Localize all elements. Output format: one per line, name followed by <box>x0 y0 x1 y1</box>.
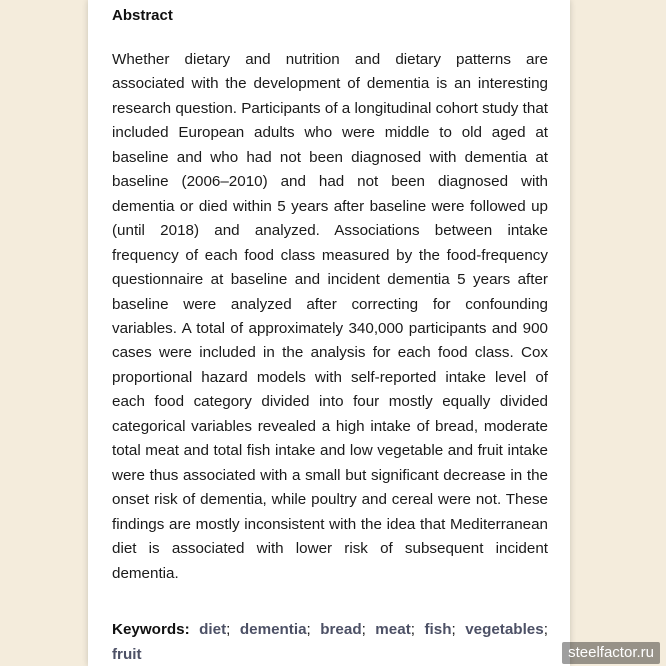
watermark-label: steelfactor.ru <box>562 642 660 664</box>
article-page <box>88 0 570 666</box>
keyword-fruit[interactable]: fruit <box>112 645 142 663</box>
keyword-separator: ; <box>451 621 456 638</box>
keyword-separator: ; <box>410 621 415 638</box>
keyword-dementia[interactable]: dementia <box>239 621 307 638</box>
keyword-separator: ; <box>361 621 366 638</box>
keyword-separator: ; <box>226 621 231 638</box>
keywords-line <box>112 618 548 666</box>
abstract-heading: Abstract <box>112 7 173 24</box>
keyword-bread[interactable]: bread <box>320 621 362 638</box>
abstract-text: Whether dietary and nutrition and dietary patterns are associated with the development of dementia is an interesting research question. Participants of a longitudinal cohort study that included European adults who were middle to old aged at baseline and who had not been diagnosed with dementia at baseline (2006–2010) and had not been diagnosed with dementia or died within 5 years after baseline were followed up (until 2018) and analyzed. Associations between intake frequency of each food class measured by the food-frequency questionnaire at baseline and incident dementia 5 years after baseline were analyzed after correcting for confounding variables. A total of approximately 340,000 participants and 900 cases were included in the analysis for each food class. Cox proportional hazard models with self-reported intake level of each food category divided into four mostly equally divided categorical variables revealed a high intake of bread, moderate total meat and total fish intake and low vegetable and fruit intake were thus associated with a small but significant decrease in the onset risk of dementia, while poultry and cereal were not. These findings are mostly inconsistent with the idea that Mediterranean diet is associated with lower risk of subsequent incident dementia. <box>112 51 548 582</box>
keywords-label: Keywords: <box>112 621 190 638</box>
keyword-separator: ; <box>306 621 311 638</box>
keyword-fish[interactable]: fish <box>424 621 452 638</box>
keyword-meat[interactable]: meat <box>375 621 411 638</box>
keyword-diet[interactable]: diet <box>199 621 227 638</box>
keyword-separator: ; <box>543 621 548 638</box>
keyword-vegetables[interactable]: vegetables <box>465 621 544 638</box>
